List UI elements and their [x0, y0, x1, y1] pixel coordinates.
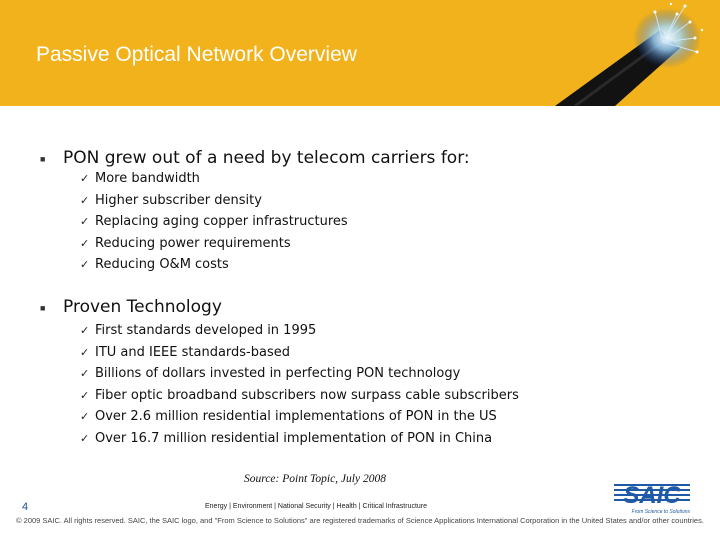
- list-item: ✓ Higher subscriber density: [80, 190, 348, 212]
- source-citation: Source: Point Topic, July 2008: [244, 473, 386, 485]
- checkmark-icon: ✓: [80, 345, 90, 359]
- list-item: ✓ First standards developed in 1995: [80, 320, 519, 342]
- copyright-notice: © 2009 SAIC. All rights reserved. SAIC, the SAIC logo, and "From Science to Solutions" are registered trademarks of Science Applications International Corporation in the United States and/or other countries.: [16, 516, 704, 525]
- footer-divisions: Energy | Environment | National Security | Health | Critical Infrastructure: [205, 503, 428, 510]
- checkmark-icon: ✓: [80, 258, 90, 271]
- slide-header: [0, 0, 720, 106]
- list-item: ✓ Over 16.7 million residential implementation of PON in China: [80, 428, 519, 450]
- checkmark-icon: ✓: [80, 324, 90, 337]
- checkmark-icon: ✓: [80, 410, 90, 423]
- svg-text:From Science to Solutions: From Science to Solutions: [631, 509, 690, 515]
- bullet-list: [80, 320, 519, 449]
- list-item: ✓ ITU and IEEE standards-based: [80, 342, 519, 364]
- list-item: ✓ Replacing aging copper infrastructures: [80, 211, 348, 233]
- list-item: ✓ Over 2.6 million residential implementations of PON in the US: [80, 406, 519, 428]
- section-heading: Proven Technology: [63, 297, 222, 317]
- checkmark-icon: ✓: [80, 431, 90, 445]
- checkmark-icon: ✓: [80, 388, 90, 402]
- saic-logo: [612, 478, 692, 516]
- checkmark-icon: ✓: [80, 172, 90, 185]
- checkmark-icon: ✓: [80, 367, 90, 380]
- checkmark-icon: ✓: [80, 236, 90, 250]
- fiber-optic-image: [555, 0, 720, 106]
- slide-title: Passive Optical Network Overview: [36, 43, 357, 66]
- page-number: 4: [22, 501, 29, 513]
- section-bullet-icon: ■: [40, 154, 46, 164]
- section-heading: PON grew out of a need by telecom carriers for:: [63, 148, 470, 168]
- checkmark-icon: ✓: [80, 215, 90, 228]
- bullet-list: [80, 168, 348, 276]
- section-bullet-icon: ■: [40, 303, 46, 313]
- list-item: ✓ Billions of dollars invested in perfecting PON technology: [80, 363, 519, 385]
- svg-text:SAIC: SAIC: [623, 482, 681, 509]
- list-item: ✓ Reducing power requirements: [80, 233, 348, 255]
- checkmark-icon: ✓: [80, 193, 90, 207]
- list-item: ✓ Fiber optic broadband subscribers now surpass cable subscribers: [80, 385, 519, 407]
- list-item: ✓ Reducing O&M costs: [80, 254, 348, 276]
- list-item: ✓ More bandwidth: [80, 168, 348, 190]
